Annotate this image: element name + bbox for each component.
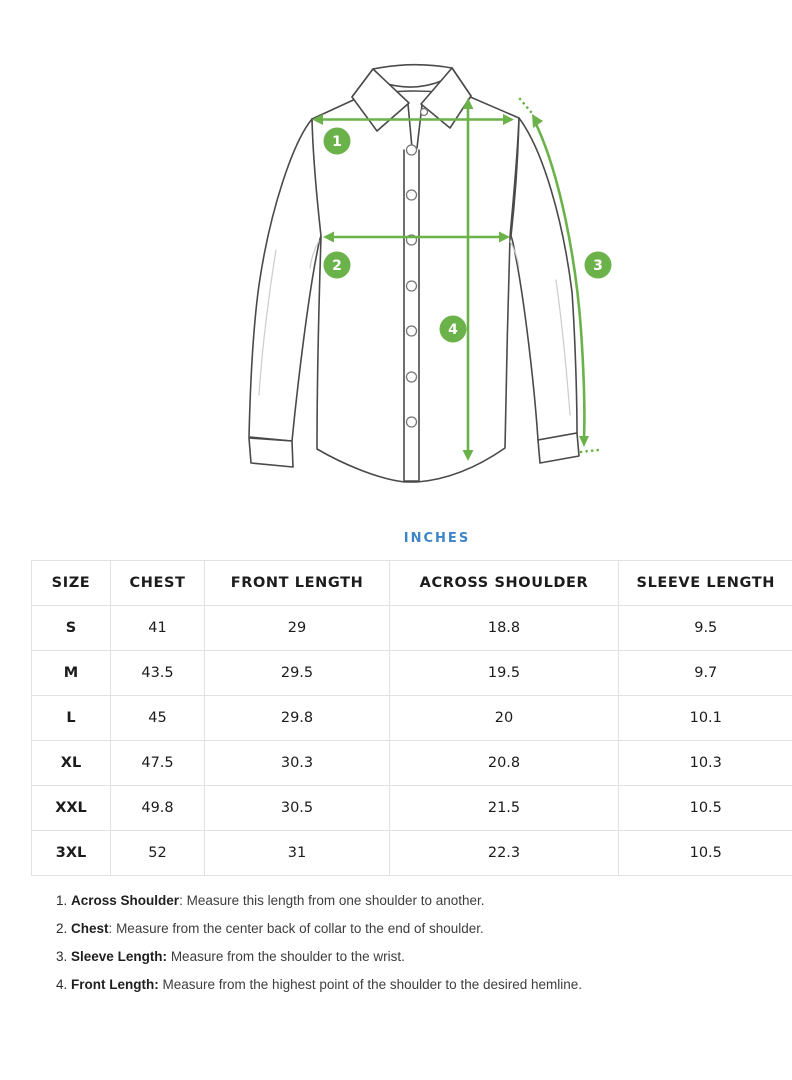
note-number: 3. [56, 949, 68, 964]
measurement-cell: 10.5 [619, 786, 792, 831]
measurement-cell: 18.8 [390, 606, 619, 651]
dotted-bottom [581, 450, 598, 452]
shirt-left-cuff [249, 438, 293, 467]
size-cell: S [32, 606, 111, 651]
table-row [32, 651, 792, 696]
column-header-front-length: FRONT LENGTH [205, 561, 390, 606]
callout-3-number: 3 [593, 258, 603, 274]
note-label: Sleeve Length: [71, 949, 168, 964]
measurement-cell: 49.8 [111, 786, 205, 831]
note-separator: : [108, 921, 113, 936]
measurement-cell: 47.5 [111, 741, 205, 786]
note-text: Measure from the center back of collar to the end of shoulder. [112, 921, 484, 936]
measurement-cell: 9.7 [619, 651, 792, 696]
measurement-cell: 30.3 [205, 741, 390, 786]
measurement-cell: 30.5 [205, 786, 390, 831]
callout-1-number: 1 [332, 134, 342, 150]
measurement-cell: 22.3 [390, 831, 619, 876]
measurement-cell: 43.5 [111, 651, 205, 696]
measurement-cell: 19.5 [390, 651, 619, 696]
table-row [32, 786, 792, 831]
button-icon [407, 372, 417, 382]
size-cell: M [32, 651, 111, 696]
size-cell: XXL [32, 786, 111, 831]
note-text: Measure this length from one shoulder to another. [182, 893, 485, 908]
shirt-diagram-svg [0, 0, 792, 515]
measurement-cell: 52 [111, 831, 205, 876]
measurement-cell: 45 [111, 696, 205, 741]
shirt-diagram [0, 0, 792, 515]
note-label: Front Length: [71, 977, 159, 992]
measurement-notes [56, 894, 792, 992]
column-header-across-shoulder: ACROSS SHOULDER [390, 561, 619, 606]
dotted-top [520, 99, 531, 112]
button-icon [407, 145, 417, 155]
header-row [32, 561, 792, 606]
table-row [32, 696, 792, 741]
measurement-note [56, 894, 792, 908]
column-header-chest: CHEST [111, 561, 205, 606]
measurement-cell: 29 [205, 606, 390, 651]
measurement-note [56, 978, 792, 992]
note-number: 1. [56, 893, 68, 908]
measurement-cell: 20 [390, 696, 619, 741]
measurement-cell: 10.5 [619, 831, 792, 876]
shirt-right-sleeve [511, 118, 577, 440]
size-cell: XL [32, 741, 111, 786]
button-icon [407, 281, 417, 291]
button-icon [407, 417, 417, 427]
note-label: Chest [71, 921, 109, 936]
size-cell: L [32, 696, 111, 741]
callout-4-number: 4 [448, 322, 458, 338]
measurement-cell: 10.3 [619, 741, 792, 786]
callout-2-number: 2 [332, 258, 342, 274]
measurement-note [56, 922, 792, 936]
button-icon [407, 326, 417, 336]
note-number: 4. [56, 977, 68, 992]
measurement-cell: 10.1 [619, 696, 792, 741]
arrowhead-down [579, 436, 589, 447]
units-label: INCHES [403, 531, 471, 546]
note-text: Measure from the shoulder to the wrist. [167, 949, 405, 964]
measurement-cell: 29.5 [205, 651, 390, 696]
note-number: 2. [56, 921, 68, 936]
note-separator: : [179, 893, 183, 908]
table-row [32, 741, 792, 786]
measurement-cell: 20.8 [390, 741, 619, 786]
collar-band-top [373, 65, 452, 69]
column-header-sleeve-length: SLEEVE LENGTH [619, 561, 792, 606]
measurement-cell: 21.5 [390, 786, 619, 831]
note-label: Across Shoulder [71, 893, 180, 908]
measurement-cell: 31 [205, 831, 390, 876]
table-row [32, 831, 792, 876]
measurement-cell: 9.5 [619, 606, 792, 651]
column-header-size: SIZE [32, 561, 111, 606]
measurement-cell: 41 [111, 606, 205, 651]
collar-button-icon [421, 109, 428, 116]
table-row [32, 606, 792, 651]
shirt-left-sleeve [249, 119, 321, 441]
measurement-cell: 29.8 [205, 696, 390, 741]
button-icon [407, 190, 417, 200]
size-chart-table [31, 560, 792, 876]
measurement-note [56, 950, 792, 964]
size-cell: 3XL [32, 831, 111, 876]
note-text: Measure from the highest point of the shoulder to the desired hemline. [158, 977, 583, 992]
